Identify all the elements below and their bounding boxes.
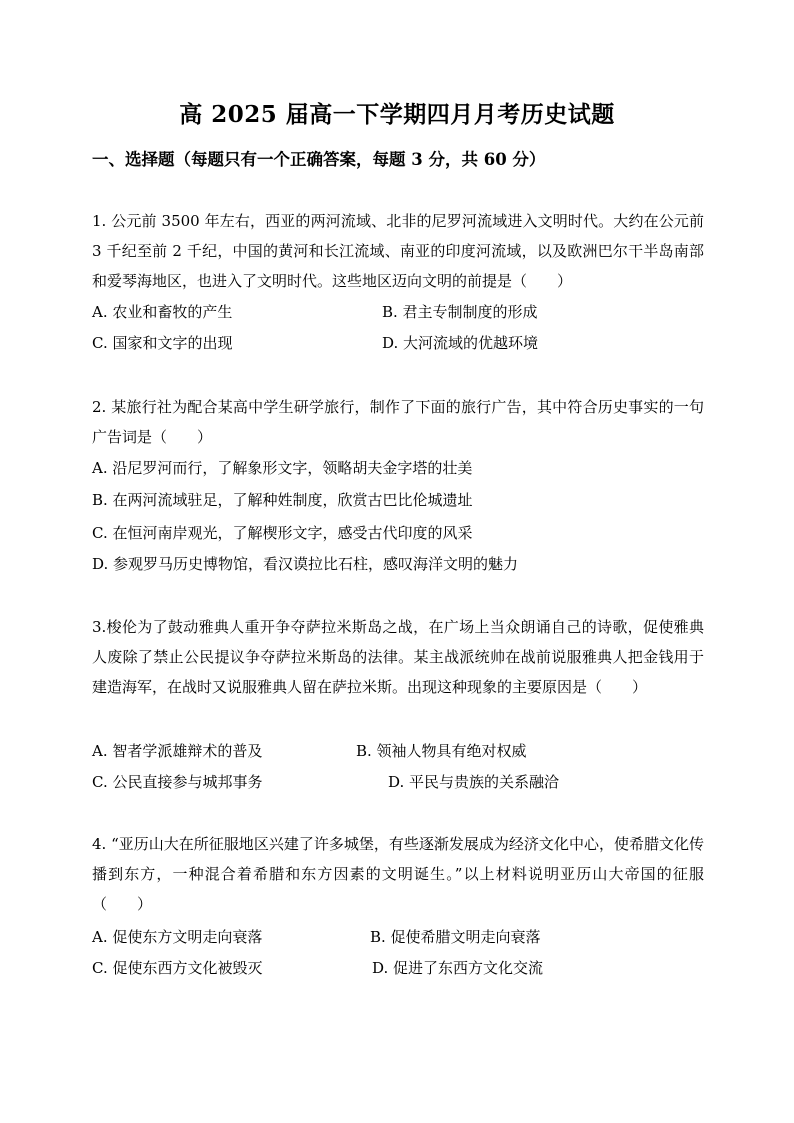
question-3-stem: 3.梭伦为了鼓动雅典人重开争夺萨拉米斯岛之战，在广场上当众朗诵自己的诗歌，促使雅典人废除了禁止公民提议争夺萨拉米斯岛的法律。某主战派统帅在战前说服雅典人把金钱用于建造海军，在战时又说服雅典人留在萨拉米斯。出现这种现象的主要原因是（ ） — [92, 618, 704, 696]
exam-title: 高 2025 届高一下学期四月月考历史试题 — [179, 101, 615, 128]
question-3-option-a: A. 智者学派雄辩术的普及 — [92, 742, 263, 760]
question-3-option-b: B. 领袖人物具有绝对权威 — [356, 742, 527, 760]
question-4-option-c: C. 促使东西方文化被毁灭 — [92, 959, 263, 977]
section-heading: 一、选择题（每题只有一个正确答案，每题 3 分，共 60 分） — [92, 150, 546, 169]
question-1-option-d: D. 大河流域的优越环境 — [382, 334, 539, 352]
question-4-option-d: D. 促进了东西方文化交流 — [372, 959, 544, 977]
question-1-options-row-2 — [92, 328, 704, 358]
question-3-option-d: D. 平民与贵族的关系融洽 — [388, 773, 560, 791]
question-1-option-b: B. 君主专制制度的形成 — [382, 303, 538, 321]
question-1-option-c: C. 国家和文字的出现 — [92, 334, 233, 352]
question-2-stem: 2. 某旅行社为配合某高中学生研学旅行，制作了下面的旅行广告，其中符合历史事实的一句广告词是（ ） — [92, 398, 704, 446]
question-1-stem: 1. 公元前 3500 年左右，西亚的两河流域、北非的尼罗河流域进入文明时代。大约在公元前 3 千纪至前 2 千纪，中国的黄河和长江流域、南亚的印度河流域，以及欧洲巴尔干半岛南部和爱琴海地区，也进入了文明时代。这些地区迈向文明的前提是（ ） — [92, 212, 704, 290]
question-2-option-b: B. 在两河流域驻足，了解种姓制度，欣赏古巴比伦城遗址 — [92, 491, 473, 509]
question-2-option-a: A. 沿尼罗河而行，了解象形文字，领略胡夫金字塔的壮美 — [92, 459, 473, 477]
question-3-option-c: C. 公民直接参与城邦事务 — [92, 773, 263, 791]
question-1-options-row-1 — [92, 297, 704, 327]
question-4-options-row-1 — [92, 922, 704, 952]
question-2-option-c: C. 在恒河南岸观光，了解楔形文字，感受古代印度的风采 — [92, 524, 473, 542]
question-4-options-row-2 — [92, 953, 704, 983]
question-1-option-a: A. 农业和畜牧的产生 — [92, 303, 233, 321]
question-3-options-row-2 — [92, 767, 704, 797]
question-4-option-a: A. 促使东方文明走向衰落 — [92, 928, 263, 946]
question-4-stem: 4. “亚历山大在所征服地区兴建了许多城堡，有些逐渐发展成为经济文化中心，使希腊文化传播到东方，一种混合着希腊和东方因素的文明诞生。”以上材料说明亚历山大帝国的征服 （ ） — [92, 835, 720, 913]
question-2-option-d: D. 参观罗马历史博物馆，看汉谟拉比石柱，感叹海洋文明的魅力 — [92, 555, 519, 573]
question-4-option-b: B. 促使希腊文明走向衰落 — [370, 928, 541, 946]
question-3-options-row-1 — [92, 736, 704, 766]
